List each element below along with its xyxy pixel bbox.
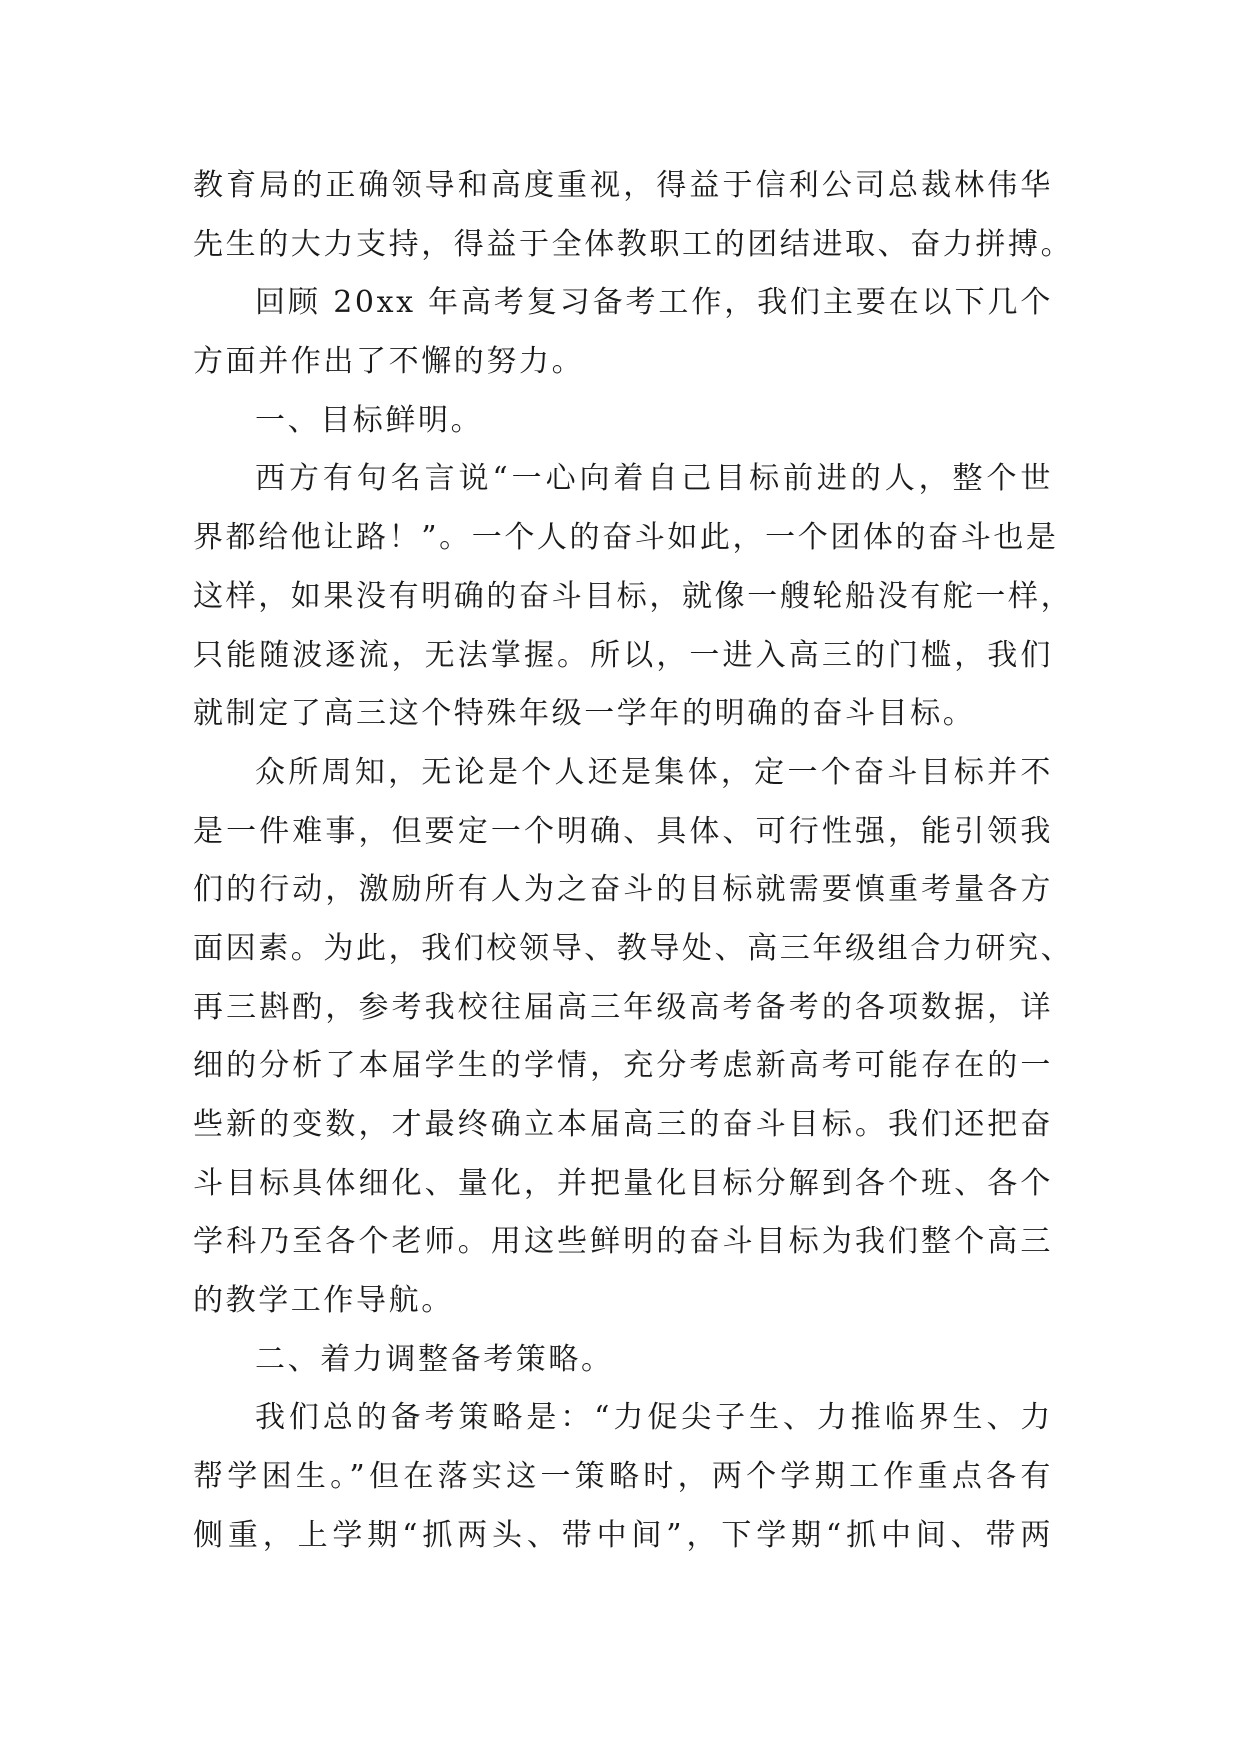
text-line-19: 学科乃至各个老师。用这些鲜明的奋斗目标为我们整个高三 (193, 1224, 1053, 1260)
text-line-16: 细的分析了本届学生的学情，充分考虑新高考可能存在的一 (193, 1048, 1053, 1084)
text-line-2: 先生的大力支持，得益于全体教职工的团结进取、奋力拼搏。 (193, 226, 1074, 262)
text-line-12: 是一件难事，但要定一个明确、具体、可行性强，能引领我 (193, 813, 1053, 849)
text-line-17: 些新的变数，才最终确立本届高三的奋斗目标。我们还把奋 (193, 1107, 1053, 1142)
text-line-11: 众所周知，无论是个人还是集体，定一个奋斗目标并不 (255, 754, 1053, 790)
text-line-8: 这样，如果没有明确的奋斗目标，就像一艘轮船没有舵一样， (193, 578, 1074, 614)
text-line-9: 只能随波逐流，无法掌握。所以，一进入高三的门槛，我们 (193, 637, 1053, 673)
text-line-10: 就制定了高三这个特殊年级一学年的明确的奋斗目标。 (193, 696, 976, 732)
text-line-6: 西方有句名言说“一心向着自己目标前进的人，整个世 (255, 461, 1053, 497)
text-line-18: 斗目标具体细化、量化，并把量化目标分解到各个班、各个 (193, 1165, 1053, 1201)
text-line-14: 面因素。为此，我们校领导、教导处、高三年级组合力研究、 (193, 930, 1074, 966)
section-heading-1: 一、目标鲜明。 (255, 402, 484, 438)
text-line-4: 方面并作出了不懈的努力。 (193, 344, 585, 380)
text-line-20: 的教学工作导航。 (193, 1283, 454, 1319)
text-line-1: 教育局的正确领导和高度重视，得益于信利公司总裁林伟华 (193, 168, 1053, 203)
text-line-23: 帮学困生。”但在落实这一策略时，两个学期工作重点各有 (193, 1459, 1053, 1495)
text-line-3: 回顾 20xx 年高考复习备考工作，我们主要在以下几个 (255, 285, 1053, 321)
text-line-15: 再三斟酌，参考我校往届高三年级高考备考的各项数据，详 (193, 989, 1053, 1025)
text-line-24: 侧重，上学期“抓两头、带中间”，下学期“抓中间、带两 (193, 1517, 1053, 1553)
text-line-22: 我们总的备考策略是：“力促尖子生、力推临界生、力 (255, 1400, 1053, 1436)
section-heading-2: 二、着力调整备考策略。 (255, 1341, 614, 1377)
document-body (193, 157, 1074, 1566)
text-line-13: 们的行动，激励所有人为之奋斗的目标就需要慎重考量各方 (193, 872, 1053, 908)
text-line-7: 界都给他让路！”。一个人的奋斗如此，一个团体的奋斗也是 (193, 520, 1059, 556)
